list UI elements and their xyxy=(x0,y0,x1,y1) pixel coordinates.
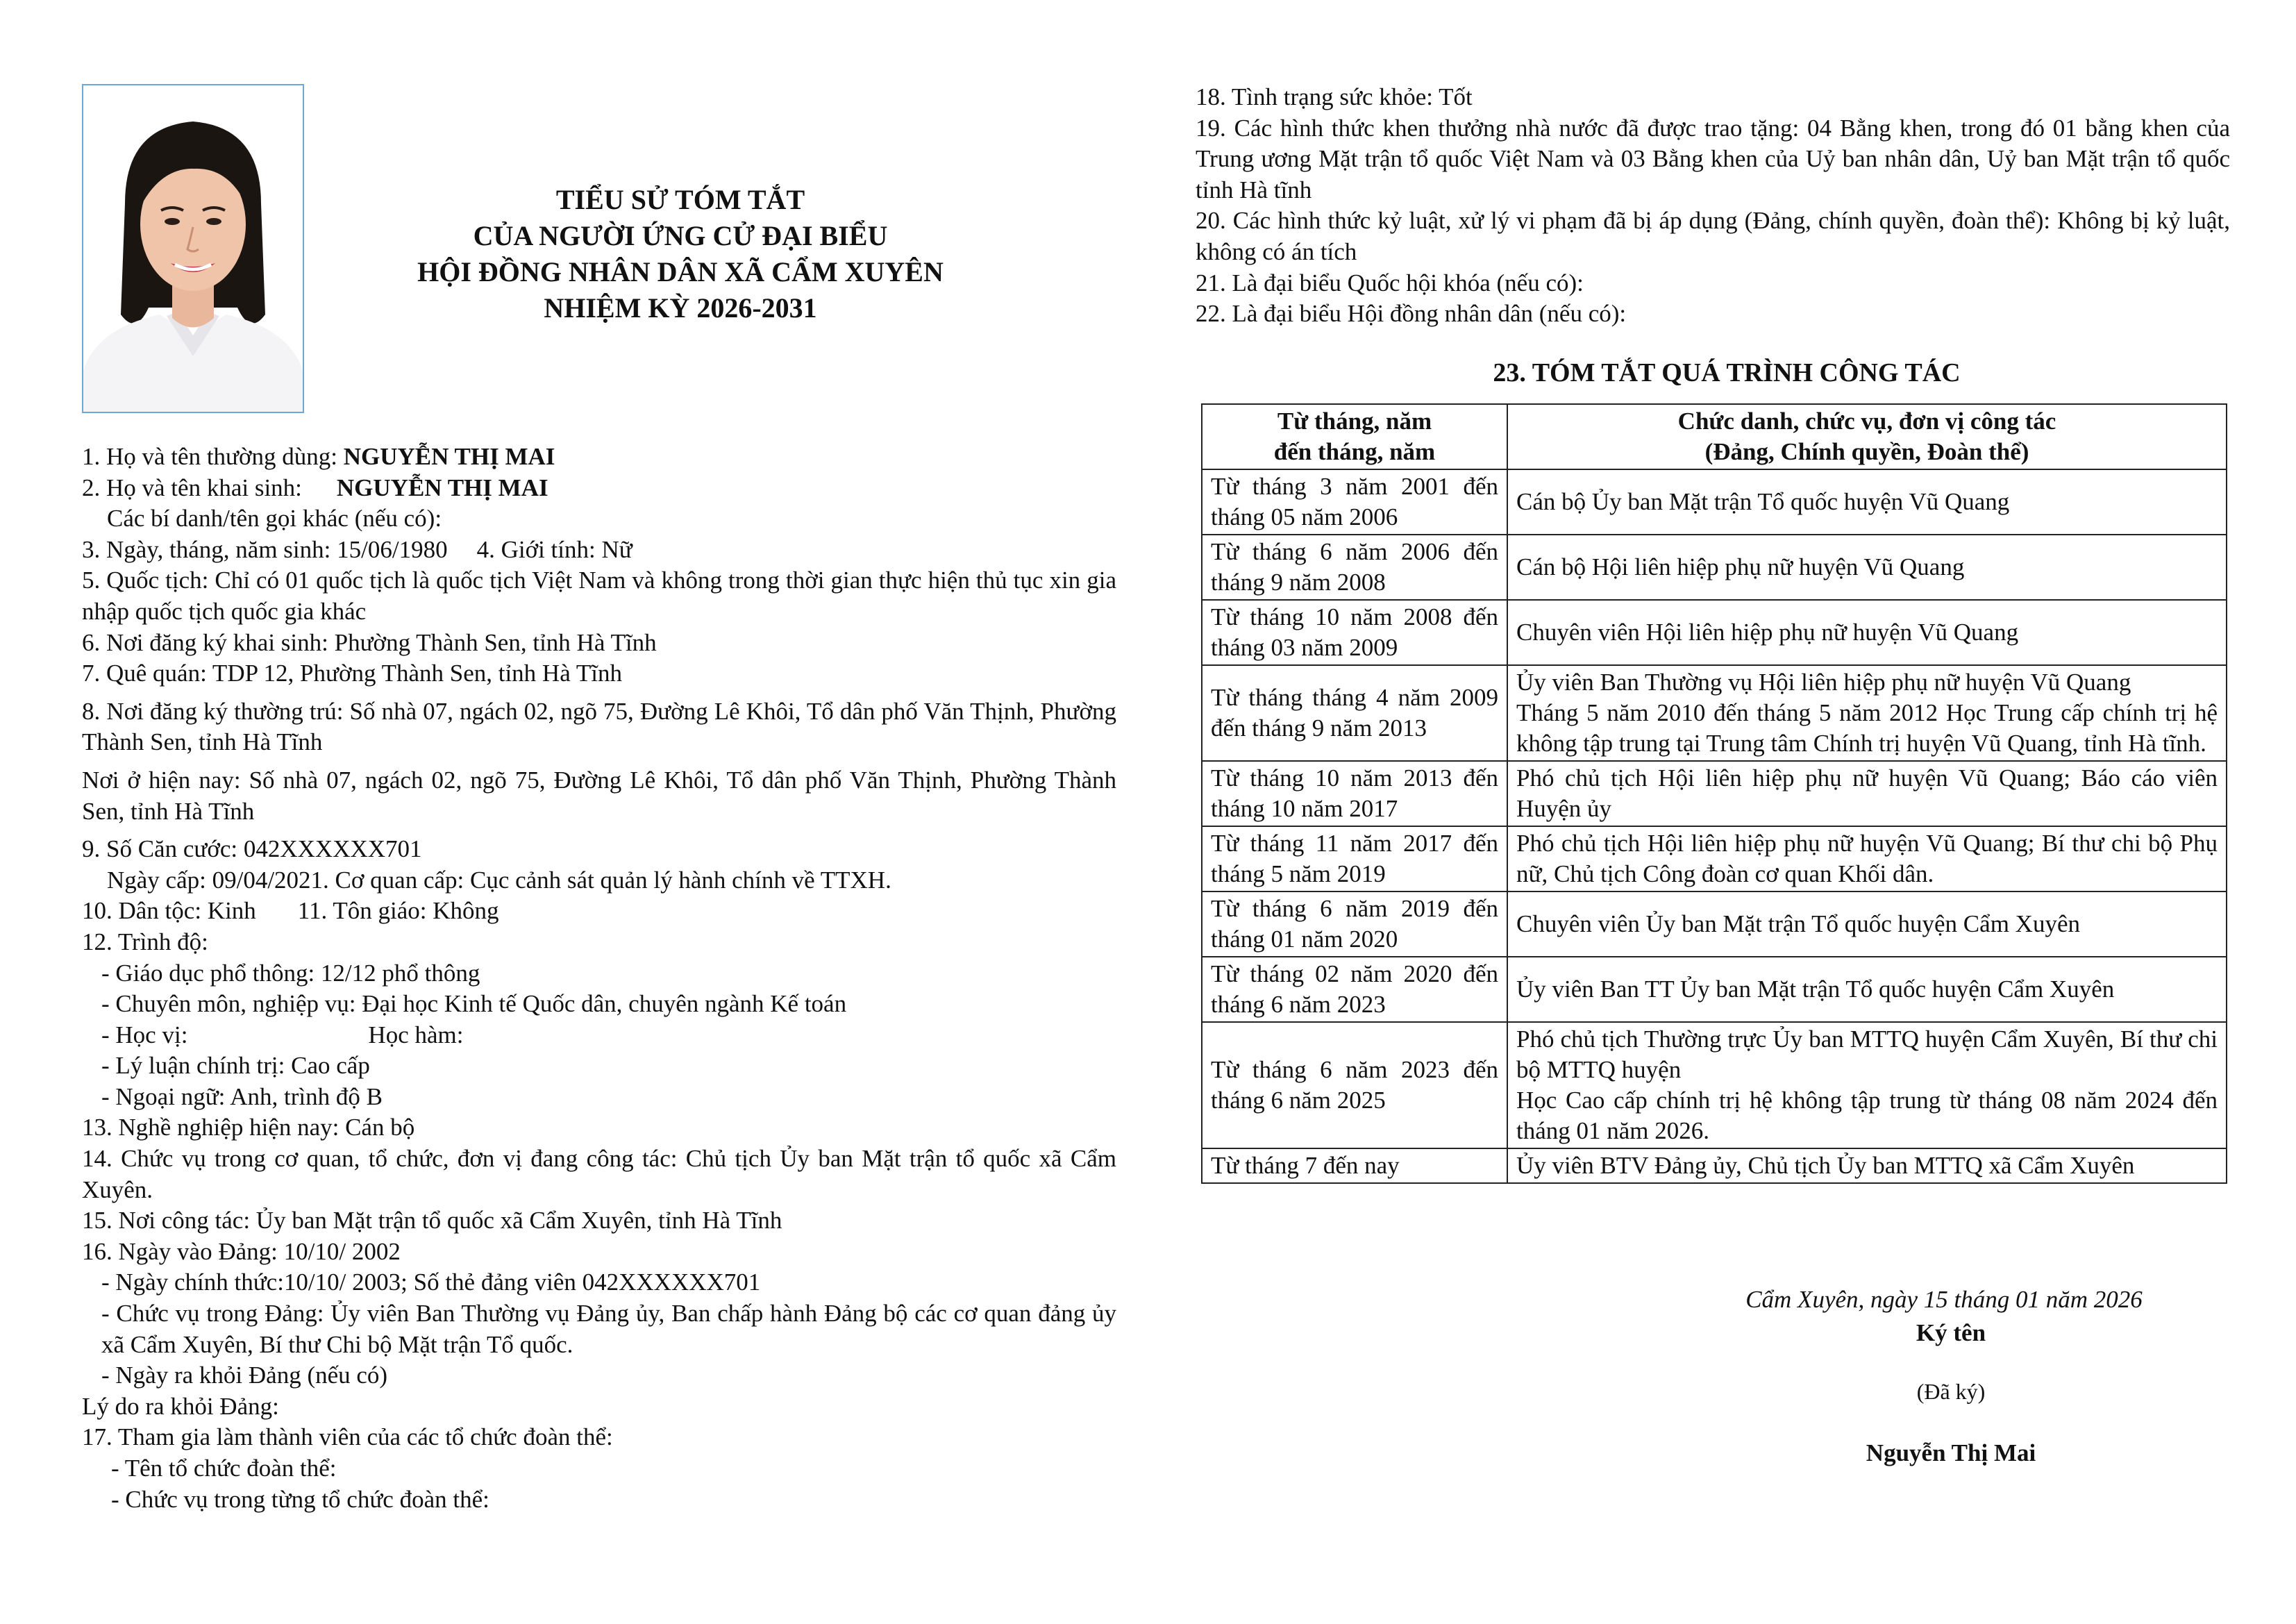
item-workplace: 15. Nơi công tác: Ủy ban Mặt trận tổ quốc xã Cẩm Xuyên, tỉnh Hà Tĩnh xyxy=(82,1207,782,1234)
item-dob: 3. Ngày, tháng, năm sinh: 15/06/1980 xyxy=(82,535,448,563)
cell-position: Cán bộ Ủy ban Mặt trận Tổ quốc huyện Vũ Quang xyxy=(1507,469,2227,535)
personal-info-section xyxy=(82,442,1116,1515)
header-time xyxy=(1202,404,1507,469)
item-common-name-label: 1. Họ và tên thường dùng: xyxy=(82,443,344,470)
table-row xyxy=(1202,826,2227,891)
table-row xyxy=(1202,600,2227,665)
item-dob-gender xyxy=(82,535,1116,566)
cell-position: Chuyên viên Hội liên hiệp phụ nữ huyện Vũ Quang xyxy=(1507,600,2227,665)
item-current-position: 14. Chức vụ trong cơ quan, tổ chức, đơn vị đang công tác: Chủ tịch Ủy ban Mặt trận tổ quốc xã Cẩm Xuyên. xyxy=(82,1145,1116,1203)
cell-time: Từ tháng 6 năm 2006 đến tháng 9 năm 2008 xyxy=(1202,535,1507,600)
item-peoples-council: 22. Là đại biểu Hội đồng nhân dân (nếu có): xyxy=(1196,300,1627,328)
table-row xyxy=(1202,1148,2227,1183)
item-party-position: - Chức vụ trong Đảng: Ủy viên Ban Thường vụ Đảng ủy, Ban chấp hành Đảng bộ các cơ quan đảng ủy xã Cẩm Xuyên, Bí thư Chi bộ Mặt trận Tổ quốc. xyxy=(101,1300,1116,1358)
item-hometown: 7. Quê quán: TDP 12, Phường Thành Sen, tỉnh Hà Tĩnh xyxy=(82,660,622,687)
career-section-title: 23. TÓM TẮT QUÁ TRÌNH CÔNG TÁC xyxy=(1493,358,1961,387)
additional-info-section xyxy=(1196,82,2230,1184)
item-aliases: Các bí danh/tên gọi khác (nếu có): xyxy=(107,505,442,533)
item-occupation: 13. Nghề nghiệp hiện nay: Cán bộ xyxy=(82,1114,415,1141)
cell-position xyxy=(1507,665,2227,761)
item-religion: 11. Tôn giáo: Không xyxy=(297,897,499,925)
signature-note: (Đã ký) xyxy=(1916,1379,1986,1404)
item-discipline: 20. Các hình thức kỷ luật, xử lý vi phạm đã bị áp dụng (Đảng, chính quyền, đoàn thể): Không bị kỷ luật, không có án tích xyxy=(1196,207,2230,265)
title-line-2: CỦA NGƯỜI ỨNG CỬ ĐẠI BIỂU xyxy=(473,220,888,251)
item-id-number: 9. Số Căn cước: 042XXXXXX701 xyxy=(82,835,422,863)
item-nationality: 5. Quốc tịch: Chỉ có 01 quốc tịch là quốc tịch Việt Nam và không trong thời gian thực hiện thủ tục xin gia nhập quốc tịch quốc gia khác xyxy=(82,567,1116,625)
item-title-label: Học hàm: xyxy=(368,1021,464,1048)
item-common-name-value: NGUYỄN THỊ MAI xyxy=(343,443,555,470)
table-row xyxy=(1202,1022,2227,1148)
header-position-line-2: (Đảng, Chính quyền, Đoàn thể) xyxy=(1704,438,2029,466)
item-current-residence: Nơi ở hiện nay: Số nhà 07, ngách 02, ngõ 75, Đường Lê Khôi, Tổ dân phố Văn Thịnh, Phường Thành Sen, tỉnh Hà Tĩnh xyxy=(82,766,1116,825)
cell-position-main: Phó chủ tịch Thường trực Ủy ban MTTQ huyện Cẩm Xuyên, Bí thư chi bộ MTTQ huyện xyxy=(1516,1026,2218,1084)
item-birth-name xyxy=(82,473,1116,504)
table-row xyxy=(1202,469,2227,535)
item-awards: 19. Các hình thức khen thưởng nhà nước đã được trao tặng: 04 Bằng khen, trong đó 01 bằng khen của Trung ương Mặt trận tổ quốc Việt Nam và 03 Bằng khen của Uỷ ban nhân dân, Uỷ ban Mặt trận tổ quốc tỉnh Hà tĩnh xyxy=(1196,114,2230,203)
header-position xyxy=(1507,404,2227,469)
cell-time: Từ tháng 11 năm 2017 đến tháng 5 năm 2019 xyxy=(1202,826,1507,891)
cell-position-extra: Tháng 5 năm 2010 đến tháng 5 năm 2012 Học Trung cấp chính trị hệ không tập trung tại Trung tâm Chính trị huyện Vũ Quang, tỉnh Hà tĩnh. xyxy=(1516,699,2218,757)
item-education: 12. Trình độ: xyxy=(82,928,208,955)
item-national-assembly: 21. Là đại biểu Quốc hội khóa (nếu có): xyxy=(1196,269,1584,296)
item-ethnicity-religion xyxy=(82,896,1116,927)
title-line-4: NHIỆM KỲ 2026-2031 xyxy=(544,292,817,324)
cell-position: Cán bộ Hội liên hiệp phụ nữ huyện Vũ Quang xyxy=(1507,535,2227,600)
table-row xyxy=(1202,665,2227,761)
career-table xyxy=(1201,403,2227,1184)
item-organization-position: - Chức vụ trong từng tổ chức đoàn thể: xyxy=(111,1485,489,1513)
item-academic-degree xyxy=(82,1020,1116,1051)
cell-time: Từ tháng 10 năm 2013 đến tháng 10 năm 2017 xyxy=(1202,761,1507,826)
document-title xyxy=(326,182,1034,326)
cell-position: Phó chủ tịch Hội liên hiệp phụ nữ huyện Vũ Quang; Bí thư chi bộ Phụ nữ, Chủ tịch Công đoàn cơ quan Khối dân. xyxy=(1507,826,2227,891)
signature-date: Cẩm Xuyên, ngày 15 tháng 01 năm 2026 xyxy=(1745,1286,2143,1313)
signature-label: Ký tên xyxy=(1916,1319,1986,1346)
item-birth-registration: 6. Nơi đăng ký khai sinh: Phường Thành Sen, tỉnh Hà Tĩnh xyxy=(82,628,657,656)
portrait-image xyxy=(83,85,303,412)
item-organizations: 17. Tham gia làm thành viên của các tổ chức đoàn thể: xyxy=(82,1423,613,1451)
item-common-name xyxy=(82,442,1116,473)
item-party-leave-reason: Lý do ra khỏi Đảng: xyxy=(82,1392,279,1420)
item-foreign-language: - Ngoại ngữ: Anh, trình độ B xyxy=(101,1082,383,1110)
header-time-line-2: đến tháng, năm xyxy=(1273,438,1436,466)
item-ethnicity: 10. Dân tộc: Kinh xyxy=(82,897,256,925)
item-health: 18. Tình trạng sức khỏe: Tốt xyxy=(1196,83,1473,110)
item-political-theory: - Lý luận chính trị: Cao cấp xyxy=(101,1052,370,1080)
cell-position-main: Ủy viên Ban Thường vụ Hội liên hiệp phụ nữ huyện Vũ Quang xyxy=(1516,669,2131,696)
cell-position-extra: Học Cao cấp chính trị hệ không tập trung từ tháng 08 năm 2024 đến tháng 01 năm 2026. xyxy=(1516,1087,2218,1145)
cell-time: Từ tháng 10 năm 2008 đến tháng 03 năm 2009 xyxy=(1202,600,1507,665)
signature-block xyxy=(1597,1283,2291,1467)
item-party-join-date: 16. Ngày vào Đảng: 10/10/ 2002 xyxy=(82,1237,401,1265)
title-line-1: TIỂU SỬ TÓM TẮT xyxy=(555,184,805,215)
signer-name: Nguyễn Thị Mai xyxy=(1866,1439,2036,1466)
cell-position: Phó chủ tịch Hội liên hiệp phụ nữ huyện Vũ Quang; Báo cáo viên Huyện ủy xyxy=(1507,761,2227,826)
table-row xyxy=(1202,761,2227,826)
item-party-official: - Ngày chính thức:10/10/ 2003; Số thẻ đảng viên 042XXXXXX701 xyxy=(101,1269,761,1296)
header-time-line-1: Từ tháng, năm xyxy=(1277,408,1432,435)
cell-time: Từ tháng 02 năm 2020 đến tháng 6 năm 2023 xyxy=(1202,957,1507,1022)
item-degree-label: - Học vị: xyxy=(101,1021,188,1048)
item-id-issue: Ngày cấp: 09/04/2021. Cơ quan cấp: Cục cảnh sát quản lý hành chính về TTXH. xyxy=(107,866,891,894)
cell-time: Từ tháng tháng 4 năm 2009 đến tháng 9 năm 2013 xyxy=(1202,665,1507,761)
cell-time: Từ tháng 3 năm 2001 đến tháng 05 năm 2006 xyxy=(1202,469,1507,535)
career-table-header xyxy=(1202,404,2227,469)
item-party-leave-date: - Ngày ra khỏi Đảng (nếu có) xyxy=(101,1362,388,1389)
table-row xyxy=(1202,535,2227,600)
cell-position: Ủy viên Ban TT Ủy ban Mặt trận Tổ quốc huyện Cẩm Xuyên xyxy=(1507,957,2227,1022)
table-row xyxy=(1202,957,2227,1022)
item-organization-name: - Tên tổ chức đoàn thể: xyxy=(111,1455,337,1482)
header-position-line-1: Chức danh, chức vụ, đơn vị công tác xyxy=(1677,408,2056,435)
item-birth-name-value: NGUYỄN THỊ MAI xyxy=(336,474,548,501)
portrait-photo xyxy=(82,84,304,413)
item-education-specialty: - Chuyên môn, nghiệp vụ: Đại học Kinh tế Quốc dân, chuyên ngành Kế toán xyxy=(101,990,847,1018)
cell-time: Từ tháng 6 năm 2023 đến tháng 6 năm 2025 xyxy=(1202,1022,1507,1148)
cell-time: Từ tháng 6 năm 2019 đến tháng 01 năm 2020 xyxy=(1202,891,1507,957)
cell-position xyxy=(1507,1022,2227,1148)
cell-position: Ủy viên BTV Đảng ủy, Chủ tịch Ủy ban MTTQ xã Cẩm Xuyên xyxy=(1507,1148,2227,1183)
title-line-3: HỘI ĐỒNG NHÂN DÂN XÃ CẨM XUYÊN xyxy=(417,256,944,287)
item-permanent-residence: 8. Nơi đăng ký thường trú: Số nhà 07, ngách 02, ngõ 75, Đường Lê Khôi, Tổ dân phố Văn Thịnh, Phường Thành Sen, tỉnh Hà Tĩnh xyxy=(82,697,1116,756)
table-row xyxy=(1202,891,2227,957)
item-gender: 4. Giới tính: Nữ xyxy=(476,535,632,563)
item-education-general: - Giáo dục phổ thông: 12/12 phổ thông xyxy=(101,959,480,987)
cell-position: Chuyên viên Ủy ban Mặt trận Tổ quốc huyện Cẩm Xuyên xyxy=(1507,891,2227,957)
cell-time: Từ tháng 7 đến nay xyxy=(1202,1148,1507,1183)
item-birth-name-label: 2. Họ và tên khai sinh: xyxy=(82,474,302,501)
